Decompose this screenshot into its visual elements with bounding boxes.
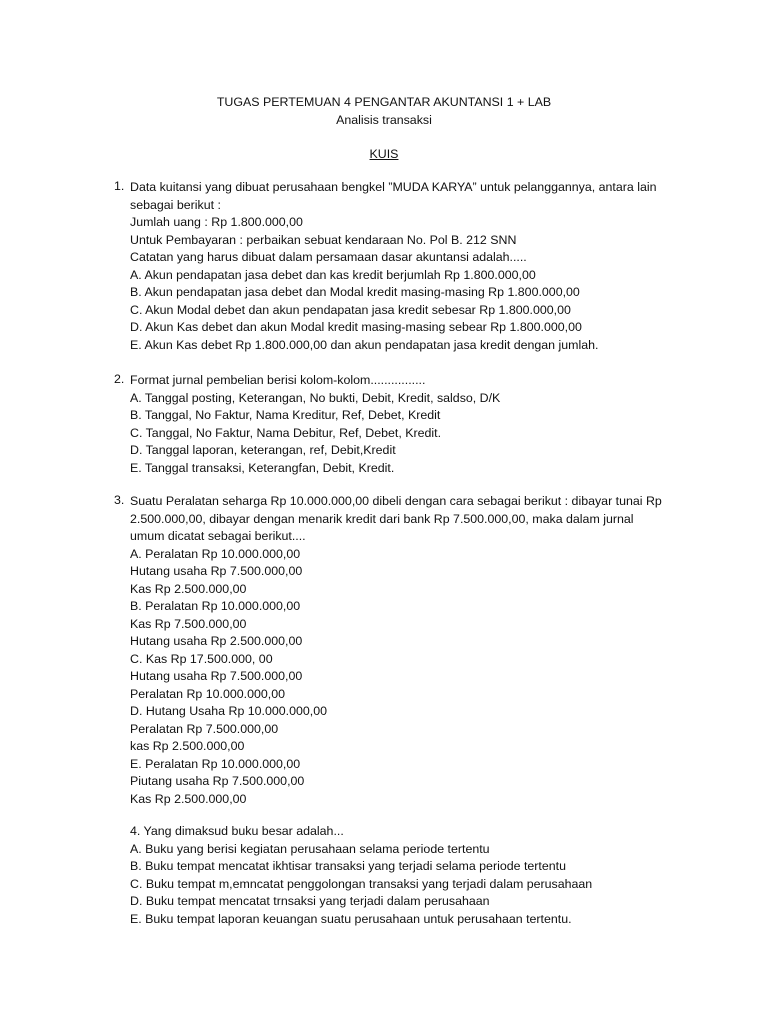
answer-option-b: B. Tanggal, No Faktur, Nama Kreditur, Ref, Debet, Kredit bbox=[130, 408, 441, 422]
answer-option-b: B. Peralatan Rp 10.000.000,00 bbox=[130, 599, 301, 613]
answer-option-c: C. Buku tempat m,emncatat penggolongan transaksi yang terjadi dalam perusahaan bbox=[130, 876, 593, 891]
answer-option-e: E. Tanggal transaksi, Keterangfan, Debit, Kredit. bbox=[130, 460, 395, 475]
answer-option-c: C. Akun Modal debet dan akun pendapatan jasa kredit sebesar Rp 1.800.000,00 bbox=[130, 302, 571, 317]
answer-option-a: A. Peralatan Rp 10.000.000,00 bbox=[130, 546, 301, 561]
question-body bbox=[130, 372, 700, 477]
answer-option-a-line: Kas Rp 2.500.000,00 bbox=[130, 581, 247, 596]
answer-option-a: A. Akun pendapatan jasa debet dan kas kredit berjumlah Rp 1.800.000,00 bbox=[130, 267, 536, 282]
answer-option-a: A. Tanggal posting, Keterangan, No bukti, Debit, Kredit, saldso, D/K bbox=[130, 390, 501, 405]
answer-option-b-line: Kas Rp 7.500.000,00 bbox=[130, 616, 247, 631]
answer-option-c-line: Peralatan Rp 10.000.000,00 bbox=[130, 686, 286, 701]
answer-option-c: C. Tanggal, No Faktur, Nama Debitur, Ref, Debet, Kredit. bbox=[130, 425, 442, 440]
question-body bbox=[130, 493, 700, 808]
question-text-line: 4. Yang dimaksud buku besar adalah... bbox=[130, 824, 344, 838]
answer-option-d: D. Buku tempat mencatat trnsaksi yang terjadi dalam perusahaan bbox=[130, 894, 490, 908]
question-number: 1. bbox=[114, 179, 125, 193]
document-title: TUGAS PERTEMUAN 4 PENGANTAR AKUNTANSI 1 + LAB bbox=[216, 95, 552, 109]
question-number: 3. bbox=[114, 493, 125, 507]
question-number: 2. bbox=[114, 372, 125, 386]
question-text-line: Untuk Pembayaran : perbaikan sebuat kendaraan No. Pol B. 212 SNN bbox=[130, 232, 517, 247]
question-text-line: Format jurnal pembelian berisi kolom-kolom................ bbox=[130, 373, 426, 387]
answer-option-b: B. Buku tempat mencatat ikhtisar transaksi yang terjadi selama periode tertentu bbox=[130, 859, 566, 873]
section-heading-kuis: KUIS bbox=[369, 147, 399, 161]
question-text-line: 2.500.000,00, dibayar dengan menarik kredit dari bank Rp 7.500.000,00, maka dalam jurnal bbox=[130, 511, 634, 526]
document-subtitle: Analisis transaksi bbox=[336, 112, 432, 127]
question-body bbox=[130, 823, 700, 928]
answer-option-d: D. Tanggal laporan, keterangan, ref, Debit,Kredit bbox=[130, 443, 396, 457]
answer-option-e: E. Akun Kas debet Rp 1.800.000,00 dan akun pendapatan jasa kredit dengan jumlah. bbox=[130, 337, 599, 352]
answer-option-b: B. Akun pendapatan jasa debet dan Modal kredit masing-masing Rp 1.800.000,00 bbox=[130, 285, 580, 299]
answer-option-c: C. Kas Rp 17.500.000, 00 bbox=[130, 651, 273, 666]
answer-option-d-line: Peralatan Rp 7.500.000,00 bbox=[130, 721, 279, 736]
answer-option-d-line: kas Rp 2.500.000,00 bbox=[130, 739, 245, 753]
answer-option-d: D. Akun Kas debet dan akun Modal kredit masing-masing sebear Rp 1.800.000,00 bbox=[130, 320, 582, 334]
document-header bbox=[0, 94, 768, 129]
question-text-line: Jumlah uang : Rp 1.800.000,00 bbox=[130, 215, 303, 229]
question-text-line: Suatu Peralatan seharga Rp 10.000.000,00 dibeli dengan cara sebagai berikut : dibayar tunai Rp bbox=[130, 494, 662, 508]
answer-option-e-line: Piutang usaha Rp 7.500.000,00 bbox=[130, 774, 305, 788]
question-text-line: Catatan yang harus dibuat dalam persamaan dasar akuntansi adalah..... bbox=[130, 250, 527, 264]
answer-option-e: E. Buku tempat laporan keuangan suatu perusahaan untuk perusahaan tertentu. bbox=[130, 911, 572, 926]
answer-option-b-line: Hutang usaha Rp 2.500.000,00 bbox=[130, 634, 303, 648]
question-body bbox=[130, 179, 700, 354]
answer-option-d: D. Hutang Usaha Rp 10.000.000,00 bbox=[130, 704, 328, 718]
question-text-line: Data kuitansi yang dibuat perusahaan bengkel ”MUDA KARYA” untuk pelanggannya, antara lain bbox=[130, 180, 657, 194]
answer-option-a: A. Buku yang berisi kegiatan perusahaan selama periode tertentu bbox=[130, 841, 490, 856]
question-text-line: umum dicatat sebagai berikut.... bbox=[130, 529, 306, 543]
answer-option-c-line: Hutang usaha Rp 7.500.000,00 bbox=[130, 669, 303, 683]
answer-option-e-line: Kas Rp 2.500.000,00 bbox=[130, 791, 247, 806]
answer-option-e: E. Peralatan Rp 10.000.000,00 bbox=[130, 756, 301, 771]
question-text-line: sebagai berikut : bbox=[130, 197, 221, 212]
answer-option-a-line: Hutang usaha Rp 7.500.000,00 bbox=[130, 564, 303, 578]
